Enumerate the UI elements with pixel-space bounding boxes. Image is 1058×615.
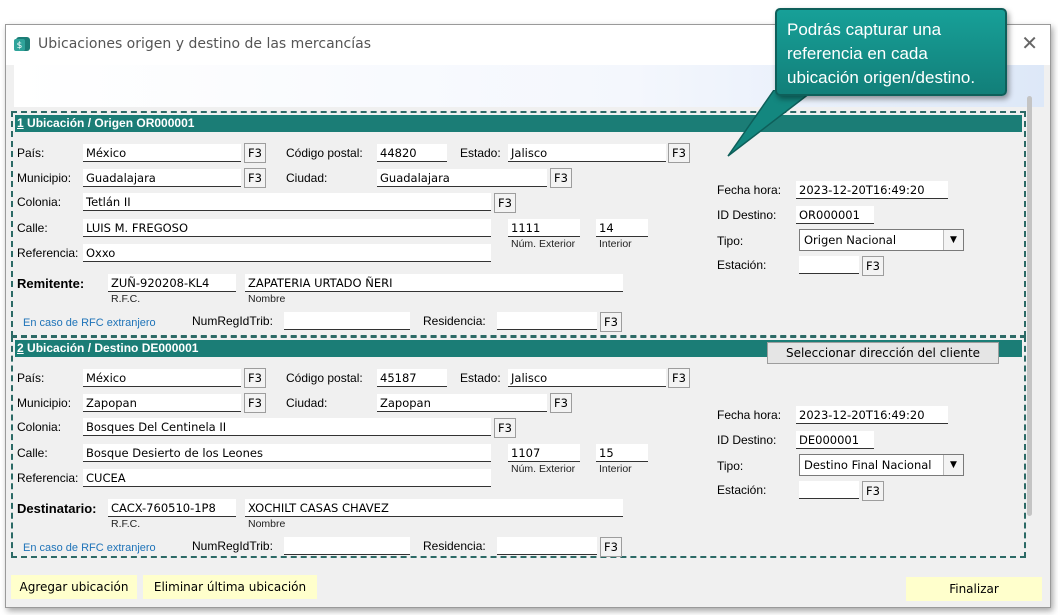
municipality-field[interactable]: Guadalajara [83, 169, 241, 187]
city-field[interactable]: Zapopan [377, 394, 547, 412]
vertical-scrollbar[interactable] [1027, 96, 1032, 516]
country-lookup-button[interactable]: F3 [244, 143, 266, 163]
svg-text:$: $ [16, 41, 23, 51]
country-field[interactable]: México [83, 369, 241, 387]
neighborhood-lookup-button[interactable]: F3 [494, 193, 516, 213]
chevron-down-icon[interactable]: ▼ [943, 455, 963, 475]
sender-name-field[interactable]: ZAPATERIA URTADO ÑERI [245, 274, 623, 292]
delete-last-location-button[interactable]: Eliminar última ubicación [143, 575, 317, 599]
reference-field[interactable]: CUCEA [83, 469, 491, 487]
postal-code-field[interactable]: 44820 [377, 144, 447, 162]
tax-id-field[interactable] [284, 537, 410, 555]
type-label: Tipo: [717, 234, 744, 248]
municipality-label: Municipio: [17, 396, 72, 410]
station-label: Estación: [717, 483, 767, 497]
residence-field[interactable] [497, 537, 597, 555]
finish-button[interactable]: Finalizar [906, 577, 1042, 601]
country-field[interactable]: México [83, 144, 241, 162]
type-select[interactable] [799, 229, 964, 251]
datetime-field[interactable]: 2023-12-20T16:49:20 [796, 406, 948, 424]
city-field[interactable]: Guadalajara [377, 169, 547, 187]
residence-lookup-button[interactable]: F3 [600, 312, 622, 332]
street-field[interactable]: Bosque Desierto de los Leones [83, 444, 491, 462]
state-field[interactable]: Jalisco [508, 369, 666, 387]
name-label: Nombre [248, 518, 286, 530]
neighborhood-field[interactable]: Bosques Del Centinela II [83, 418, 491, 436]
datetime-label: Fecha hora: [717, 183, 782, 197]
station-lookup-button[interactable]: F3 [862, 481, 884, 501]
datetime-field[interactable]: 2023-12-20T16:49:20 [796, 181, 948, 199]
tooltip-pointer [726, 90, 836, 160]
reference-field[interactable]: Oxxo [83, 244, 491, 262]
tax-id-label: NumRegIdTrib: [192, 539, 273, 553]
neighborhood-label: Colonia: [17, 420, 62, 434]
postal-code-label: Código postal: [286, 371, 363, 385]
state-label: Estado: [460, 371, 501, 385]
sender-rfc-field[interactable]: ZUÑ-920208-KL4 [108, 274, 236, 292]
location-id-field[interactable]: DE000001 [796, 431, 874, 449]
city-label: Ciudad: [286, 396, 328, 410]
state-lookup-button[interactable]: F3 [668, 368, 690, 388]
interior-number-label: Interior [599, 463, 632, 475]
municipality-label: Municipio: [17, 171, 72, 185]
location-id-field[interactable]: OR000001 [796, 206, 874, 224]
add-location-button[interactable]: Agregar ubicación [11, 575, 137, 599]
city-label: Ciudad: [286, 171, 328, 185]
country-lookup-button[interactable]: F3 [244, 368, 266, 388]
type-select-value: Destino Final Nacional [804, 458, 932, 472]
exterior-number-field[interactable]: 1111 [508, 219, 580, 237]
municipality-field[interactable]: Zapopan [83, 394, 241, 412]
neighborhood-lookup-button[interactable]: F3 [494, 418, 516, 438]
state-lookup-button[interactable]: F3 [668, 143, 690, 163]
postal-code-field[interactable]: 45187 [377, 369, 447, 387]
city-lookup-button[interactable]: F3 [550, 393, 572, 413]
interior-number-field[interactable]: 15 [596, 444, 648, 462]
recipient-rfc-field[interactable]: CACX-760510-1P8 [108, 499, 236, 517]
select-client-address-button[interactable]: Seleccionar dirección del cliente [767, 342, 999, 364]
datetime-label: Fecha hora: [717, 408, 782, 422]
rfc-label: R.F.C. [111, 518, 141, 530]
station-field[interactable] [799, 481, 859, 499]
state-label: Estado: [460, 146, 501, 160]
residence-field[interactable] [497, 312, 597, 330]
municipality-lookup-button[interactable]: F3 [244, 393, 266, 413]
recipient-label: Destinatario: [17, 501, 97, 516]
name-label: Nombre [248, 293, 286, 305]
residence-label: Residencia: [423, 539, 486, 553]
chevron-down-icon[interactable]: ▼ [943, 230, 963, 250]
destination-section-header: 2 Ubicación / Destino DE000001 [15, 340, 1022, 357]
reference-label: Referencia: [17, 471, 79, 485]
country-label: País: [17, 146, 45, 160]
origin-section-header: 1 Ubicación / Origen OR000001 [15, 115, 1022, 132]
station-lookup-button[interactable]: F3 [862, 256, 884, 276]
sender-label: Remitente: [17, 276, 85, 291]
exterior-number-label: Núm. Exterior [511, 238, 576, 250]
tooltip-callout: Podrás capturar una referencia en cada ubicación origen/destino. [775, 8, 1007, 96]
street-label: Calle: [17, 446, 48, 460]
state-field[interactable]: Jalisco [508, 144, 666, 162]
country-label: País: [17, 371, 45, 385]
city-lookup-button[interactable]: F3 [550, 168, 572, 188]
residence-label: Residencia: [423, 314, 486, 328]
close-icon[interactable]: ✕ [1021, 31, 1038, 55]
street-field[interactable]: LUIS M. FREGOSO [83, 219, 491, 237]
app-icon [12, 34, 32, 54]
station-field[interactable] [799, 256, 859, 274]
foreign-rfc-link[interactable]: En caso de RFC extranjero [23, 317, 156, 329]
exterior-number-field[interactable]: 1107 [508, 444, 580, 462]
neighborhood-label: Colonia: [17, 195, 62, 209]
municipality-lookup-button[interactable]: F3 [244, 168, 266, 188]
foreign-rfc-link[interactable]: En caso de RFC extranjero [23, 542, 156, 554]
station-label: Estación: [717, 258, 767, 272]
postal-code-label: Código postal: [286, 146, 363, 160]
type-select-value: Origen Nacional [804, 233, 897, 247]
type-label: Tipo: [717, 459, 744, 473]
location-id-label: ID Destino: [717, 208, 777, 222]
exterior-number-label: Núm. Exterior [511, 463, 576, 475]
reference-label: Referencia: [17, 246, 79, 260]
recipient-name-field[interactable]: XOCHILT CASAS CHAVEZ [245, 499, 623, 517]
interior-number-label: Interior [599, 238, 632, 250]
location-id-label: ID Destino: [717, 433, 777, 447]
neighborhood-field[interactable]: Tetlán II [83, 193, 491, 211]
tax-id-label: NumRegIdTrib: [192, 314, 273, 328]
tax-id-field[interactable] [284, 312, 410, 330]
window-title: Ubicaciones origen y destino de las mercancías [38, 36, 371, 52]
type-select[interactable] [799, 454, 964, 476]
interior-number-field[interactable]: 14 [596, 219, 648, 237]
residence-lookup-button[interactable]: F3 [600, 537, 622, 557]
street-label: Calle: [17, 221, 48, 235]
rfc-label: R.F.C. [111, 293, 141, 305]
